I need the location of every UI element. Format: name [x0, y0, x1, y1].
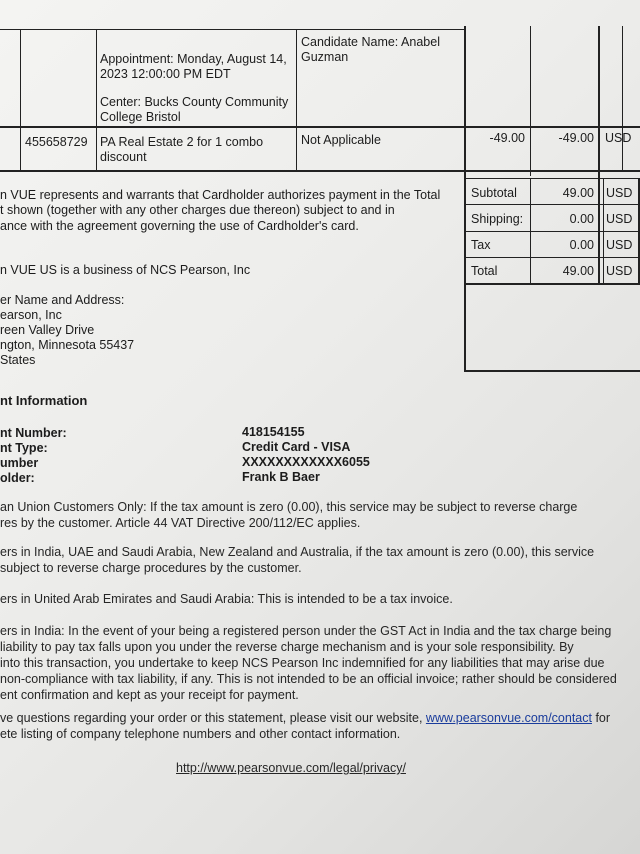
contact-text: ve questions regarding your order or this statement, please visit our website,: [0, 711, 426, 725]
col-divider: [622, 26, 623, 171]
subtotal-label: Subtotal: [471, 186, 517, 200]
shipping-value: 0.00: [569, 212, 594, 226]
india-notice-line: ers in India: In the event of your being a registered person under the GST Act in India and the tax charge being: [0, 624, 612, 638]
contact-line-1: [0, 711, 610, 727]
item-number: 455658729: [25, 135, 88, 149]
card-number-label: umber: [0, 456, 39, 470]
tax-label: Tax: [471, 238, 491, 252]
table-top-border: [0, 29, 465, 30]
warranty-line-3: ance with the agreement governing the use of Cardholder's card.: [0, 219, 359, 233]
india-notice-line: ent confirmation and kept as your receipt for payment.: [0, 688, 299, 702]
candidate-line-1: Candidate Name: Anabel: [301, 35, 440, 49]
unit-price: -49.00: [489, 131, 525, 145]
subtotal-value: 49.00: [562, 186, 594, 200]
totals-divider: [464, 204, 640, 205]
apac-notice-line: ers in India, UAE and Saudi Arabia, New Zealand and Australia, if the tax amount is zero (0.00), this service: [0, 545, 595, 559]
cardholder-label: older:: [0, 471, 35, 485]
india-notice-line: liability to pay tax falls upon you under the reverse charge mechanism and is your sole responsibility. By: [0, 640, 574, 654]
row-divider: [0, 170, 640, 172]
account-type-value: Credit Card - VISA: [242, 440, 351, 454]
totals-top-border: [464, 178, 640, 179]
eu-notice-line: an Union Customers Only: If the tax amount is zero (0.00), this service may be subject to reverse charge: [0, 500, 578, 514]
privacy-link[interactable]: http://www.pearsonvue.com/legal/privacy/: [176, 761, 406, 775]
col-divider: [296, 29, 297, 170]
address-line: ngton, Minnesota 55437: [0, 338, 135, 352]
col-divider: [464, 26, 466, 371]
totals-col-divider: [530, 178, 531, 284]
center-line-1: Center: Bucks County Community: [100, 95, 289, 109]
totals-bottom-border: [464, 283, 640, 285]
item-description-line-1: PA Real Estate 2 for 1 combo: [100, 135, 264, 149]
account-number-value: 418154155: [242, 425, 305, 439]
center-line-2: College Bristol: [100, 110, 181, 124]
currency: USD: [605, 131, 632, 145]
contact-link[interactable]: www.pearsonvue.com/contact: [425, 711, 592, 725]
shipping-label: Shipping:: [471, 212, 524, 226]
item-description-line-2: discount: [100, 150, 147, 164]
uae-notice-line: ers in United Arab Emirates and Saudi Arabia: This is intended to be a tax invoice.: [0, 592, 453, 606]
tax-value: 0.00: [569, 238, 594, 252]
totals-box-bottom: [464, 370, 640, 372]
address-line: States: [0, 353, 36, 367]
shipping-currency: USD: [606, 212, 633, 226]
business-statement: n VUE US is a business of NCS Pearson, Inc: [0, 263, 251, 277]
col-divider: [598, 26, 600, 284]
apac-notice-line: subject to reverse charge procedures by the customer.: [0, 561, 302, 575]
totals-col-divider: [603, 178, 604, 284]
col-divider: [96, 29, 97, 170]
item-note: Not Applicable: [301, 133, 381, 147]
india-notice-line: into this transaction, you undertake to keep NCS Pearson Inc indemnified for any liabilities that may arise due: [0, 656, 605, 670]
total-currency: USD: [606, 264, 633, 278]
appointment-line-1: Appointment: Monday, August 14,: [100, 52, 287, 66]
totals-divider: [464, 231, 640, 232]
address-line: earson, Inc: [0, 308, 62, 322]
col-divider: [20, 29, 21, 170]
payment-heading: nt Information: [0, 393, 88, 408]
totals-divider: [464, 257, 640, 258]
cardholder-value: Frank B Baer: [242, 470, 320, 484]
account-number-label: nt Number:: [0, 426, 67, 440]
address-heading: er Name and Address:: [0, 293, 125, 307]
tax-currency: USD: [606, 238, 633, 252]
address-line: reen Valley Drive: [0, 323, 95, 337]
contact-text-end: for: [591, 711, 611, 725]
subtotal-currency: USD: [606, 186, 633, 200]
eu-notice-line: res by the customer. Article 44 VAT Directive 200/112/EC applies.: [0, 516, 361, 530]
warranty-line-1: n VUE represents and warrants that Cardholder authorizes payment in the Total: [0, 188, 441, 202]
account-type-label: nt Type:: [0, 441, 48, 455]
contact-line-2: ete listing of company telephone numbers and other contact information.: [0, 727, 401, 741]
col-divider: [530, 26, 531, 176]
candidate-line-2: Guzman: [301, 50, 349, 64]
total-value: 49.00: [562, 264, 594, 278]
card-number-value: XXXXXXXXXXXX6055: [242, 455, 370, 469]
total-label: Total: [471, 264, 498, 278]
india-notice-line: non-compliance with tax liability, if any. This is not intended to be an official invoice; rather should be considered: [0, 672, 617, 686]
amount: -49.00: [558, 131, 594, 145]
warranty-line-2: t shown (together with any other charges due thereon) subject to and in: [0, 203, 395, 217]
appointment-line-2: 2023 12:00:00 PM EDT: [100, 67, 231, 81]
